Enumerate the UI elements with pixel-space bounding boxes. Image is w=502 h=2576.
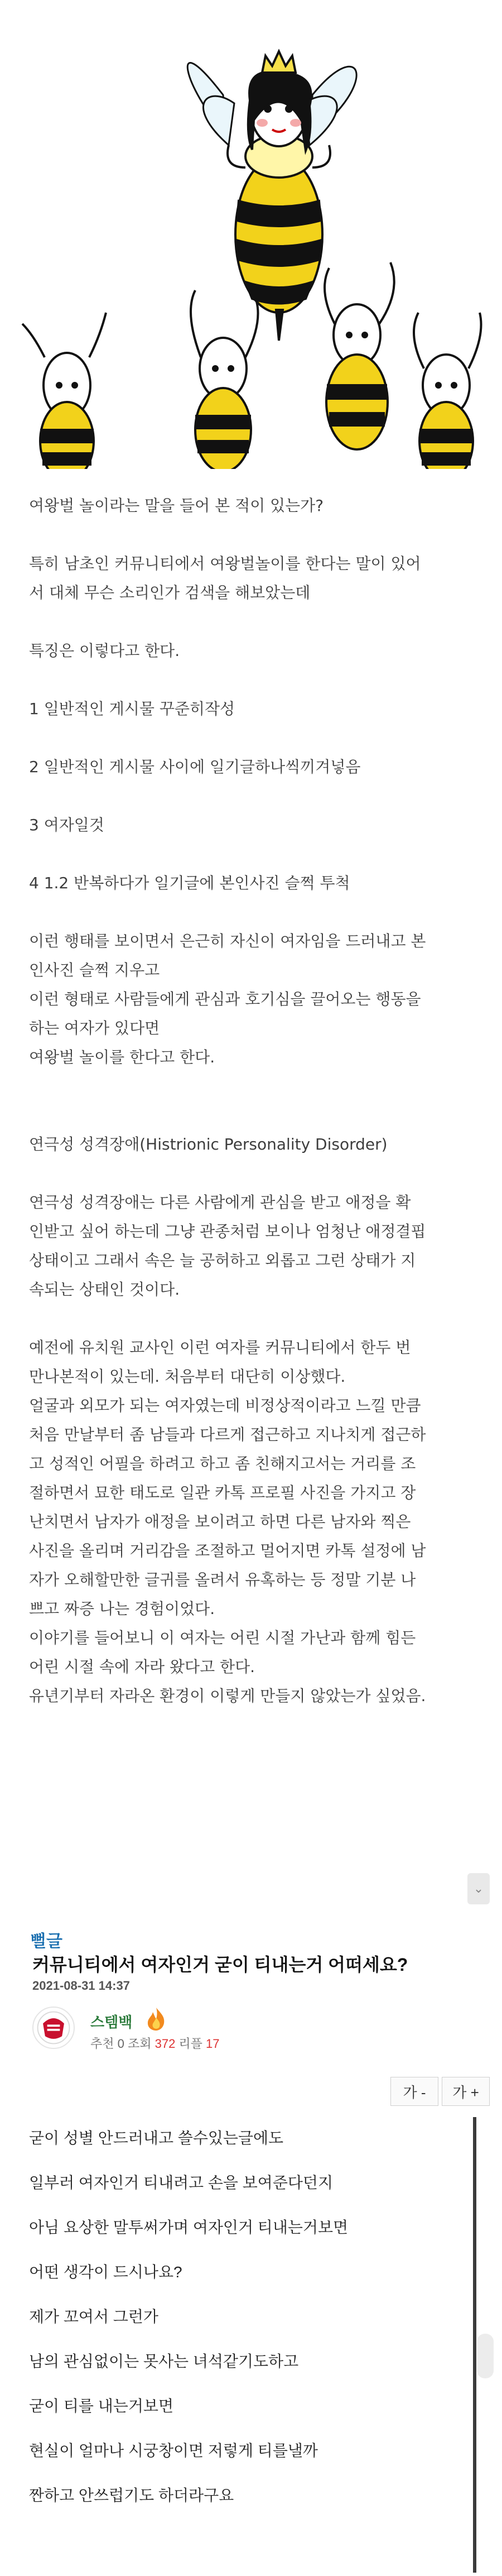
post-body [29, 2127, 470, 2529]
article-paragraph: 연극성 성격장애(Histrionic Personality Disorder) [29, 1135, 388, 1153]
post-body-line: 짠하고 안쓰럽기도 하더라구요 [29, 2487, 234, 2504]
stats-mid: 리플 [175, 2037, 206, 2051]
board-label[interactable]: 뻘글 [30, 1932, 62, 1951]
font-size-increase-button[interactable]: 가 + [442, 2077, 490, 2106]
article-paragraph: 예전에 유치원 교사인 이런 여자를 커뮤니티에서 한두 번 만나본적이 있는데. 처음부터 대단히 이상했다. [29, 1338, 411, 1386]
post-body-line: 아님 요상한 말투써가며 여자인거 티내는거보면 [29, 2219, 349, 2236]
article-paragraph: 2 일반적인 게시물 사이에 일기글하나씩끼겨넣음 [29, 758, 361, 776]
article-paragraph: 이런 행태를 보이면서 은근히 자신이 여자임을 드러내고 본 인사진 슬쩍 지우고 이런 형태로 사람들에게 관심과 호기심을 끌어오는 행동을 하는 여자가 있다면 여왕벌 놀이를 한다고 한다. [29, 932, 426, 1066]
post-stats [90, 2034, 220, 2052]
view-count: 372 [155, 2037, 176, 2051]
flame-icon [145, 2007, 167, 2031]
avatar[interactable] [32, 2007, 75, 2049]
article-paragraph: 3 여자일것 [29, 816, 104, 834]
chevron-down-icon: ⌄ [473, 1881, 484, 1896]
author-name[interactable]: 스템백 [90, 2014, 133, 2031]
post-body-line: 굳이 티를 내는거보면 [29, 2397, 173, 2415]
article-paragraph: 여왕벌 놀이라는 말을 들어 본 적이 있는가? [29, 496, 324, 515]
post-body-line: 굳이 성별 안드러내고 쓸수있는글에도 [29, 2129, 284, 2147]
scroll-down-button[interactable] [467, 1873, 490, 1904]
post-body-line: 제가 꼬여서 그런가 [29, 2308, 158, 2325]
article-text [29, 491, 486, 1711]
post-body-line: 어떤 생각이 드시나요? [29, 2263, 182, 2281]
article-paragraph: 이야기를 들어보니 이 여자는 어린 시절 가난과 함께 힘든 어린 시절 속에 자라 왔다고 한다. [29, 1629, 416, 1676]
reply-count: 17 [206, 2037, 220, 2051]
article-paragraph: 얼굴과 외모가 되는 여자였는데 비정상적이라고 느낄 만큼 처음 만날부터 좀 남들과 다르게 접근하고 지나치게 접근하 고 성적인 어필을 하려고 하고 좀 친해지고서는 거리를 조 절하면서 묘한 태도로 일관 카톡 프로필 사진을 가지고 장 난치면서 남자가 애정을 보이려고 하면 다른 남자와 찍은 사진을 올리며 거리감을 조절하고 멀어지면 카톡 설정에 남 자가 오해할만한 글귀를 올려서 유혹하는 등 정말 기분 나 쁘고 짜증 나는 경험이었다. [29, 1396, 426, 1618]
author-row [32, 2007, 479, 2051]
article-paragraph: 1 일반적인 게시물 꾸준히작성 [29, 700, 235, 718]
post-body-line: 일부러 여자인거 티내려고 손을 보여준다던지 [29, 2174, 334, 2191]
article-paragraph: 연극성 성격장애는 다른 사람에게 관심을 받고 애정을 확 인받고 싶어 하는데 그냥 관종처럼 보이나 엄청난 애정결핍 상태이고 그래서 속은 늘 공허하고 외롭고 그런 상태가 지 속되는 상태인 것이다. [29, 1193, 426, 1299]
article-paragraph: 특징은 이렇다고 한다. [29, 641, 180, 660]
post-body-line: 남의 관심없이는 못사는 녀석같기도하고 [29, 2353, 299, 2370]
post-title: 커뮤니티에서 여자인거 굳이 티내는거 어떠세요? [32, 1955, 408, 1975]
stats-prefix: 추천 0 조회 [90, 2037, 155, 2051]
article-paragraph: 특히 남초인 커뮤니티에서 여왕벌놀이를 한다는 말이 있어 서 대체 무슨 소리인가 검색을 해보았는데 [29, 554, 421, 602]
post-date: 2021-08-31 14:37 [32, 1979, 130, 1993]
post-body-line: 현실이 얼마나 시궁창이면 저렇게 티를낼까 [29, 2442, 318, 2459]
queen-bee-illustration [0, 0, 502, 469]
article-paragraph: 유년기부터 자라온 환경이 이렇게 만들지 않았는가 싶었음. [29, 1687, 426, 1705]
font-size-decrease-button[interactable]: 가 - [390, 2077, 438, 2106]
scrollbar-thumb[interactable] [477, 2334, 494, 2378]
community-post [0, 1921, 502, 2576]
article-paragraph: 4 1.2 반복하다가 일기글에 본인사진 슬쩍 투척 [29, 874, 350, 892]
